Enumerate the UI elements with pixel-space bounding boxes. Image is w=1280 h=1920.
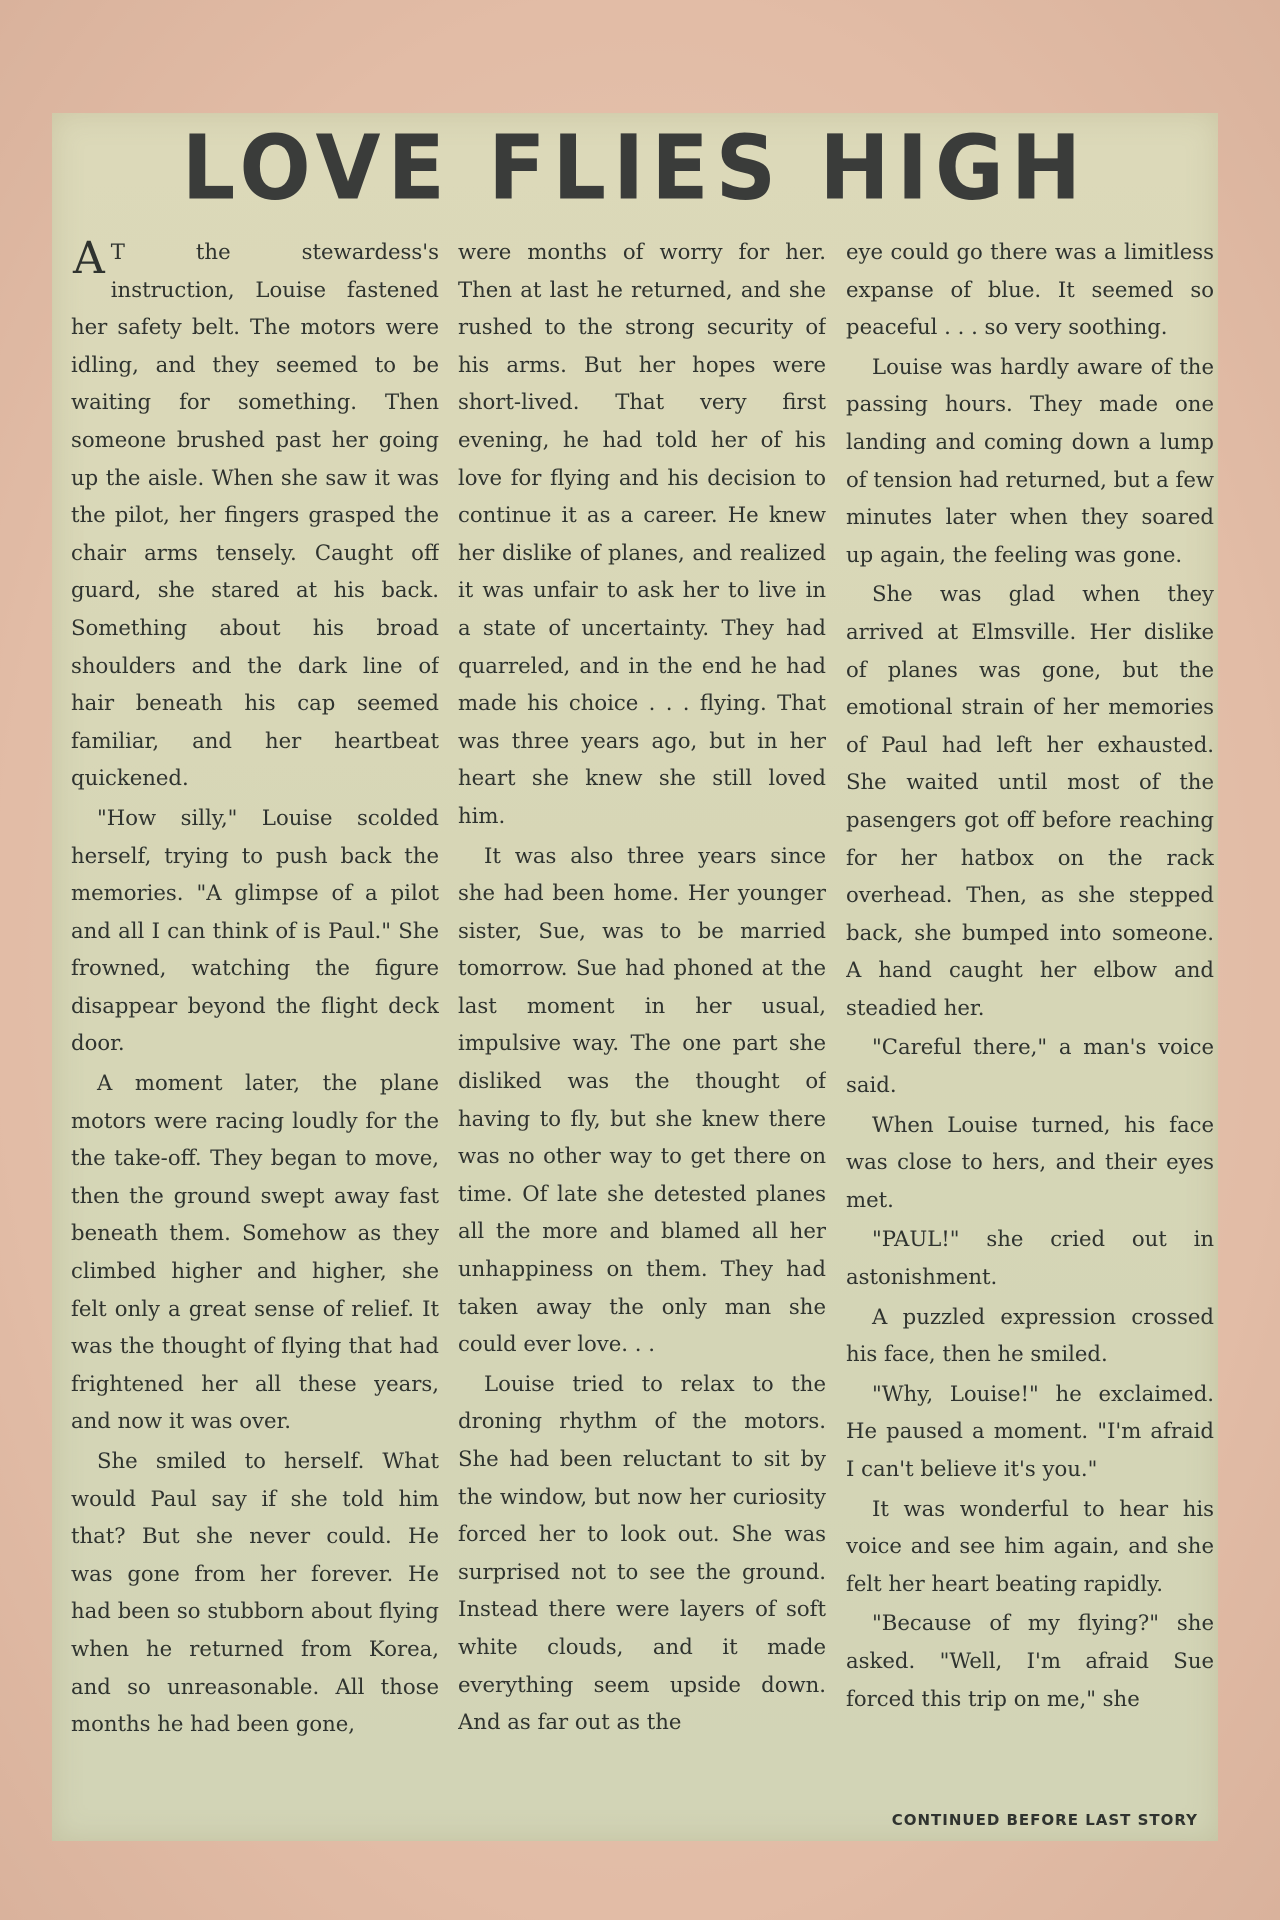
paragraph: "Careful there," a man's voice said. xyxy=(846,1034,1214,1098)
paragraph: were months of worry for her. Then at last he returned, and she rushed to the strong security of his arms. But her hopes were short-lived. That very first evening, he had told her of his love for flying and his decision to continue it as a career. He knew her dislike of planes, and realized it was unfair to ask her to live in a state of uncertainty. They had quarreled, and in the end he had made his choice . . . flying. That was three years ago, but in her heart she knew she still loved him. xyxy=(458,239,826,828)
paragraph: A puzzled expression crossed his face, then he smiled. xyxy=(846,1303,1214,1367)
paragraph: It was wonderful to hear his voice and see him again, and she felt her heart beating rapidly. xyxy=(846,1495,1214,1596)
story-title: LOVE FLIES HIGH xyxy=(181,116,1089,220)
paragraph: "Why, Louise!" he exclaimed. He paused a moment. "I'm afraid I can't believe it's you." xyxy=(846,1380,1214,1481)
column-3 xyxy=(846,233,1214,1813)
story-panel xyxy=(52,113,1218,1841)
paragraph: It was also three years since she had been home. Her younger sister, Sue, was to be married tomorrow. Sue had phoned at the last moment in her usual, impulsive way. The one part she disliked was the thought of having to fly, but she knew there was no other way to get there on time. Of late she detested planes all the more and blamed all her unhappiness on them. They had taken away the only man she could ever love. . . xyxy=(458,842,826,1357)
paragraph: "How silly," Louise scolded herself, trying to push back the memories. "A glimpse of a pilot and all I can think of is Paul." She frowned, watching the figure disappear beyond the flight deck door. xyxy=(71,804,439,1056)
paragraph: She smiled to herself. What would Paul say if she told him that? But she never could. He was gone from her forever. He had been so stubborn about flying when he returned from Korea, and so unreasonable. All those months he had been gone, xyxy=(71,1448,439,1737)
drop-cap: A xyxy=(73,233,105,284)
paragraph: Louise was hardly aware of the passing hours. They made one landing and coming down a lump of tension had returned, but a few minutes later when they soared up again, the feeling was gone. xyxy=(846,353,1214,567)
paragraph: She was glad when they arrived at Elmsville. Her dislike of planes was gone, but the emotional strain of her memories of Paul had left her exhausted. She waited until most of the pasengers got off before reaching for her hatbox on the rack overhead. Then, as she stepped back, she bumped into someone. A hand caught her elbow and steadied her. xyxy=(846,581,1214,1020)
paragraph: A moment later, the plane motors were racing loudly for the the take-off. They began to move, then the ground swept away fast beneath them. Somehow as they climbed higher and higher, she felt only a great sense of relief. It was the thought of flying that had frightened her all these years, and now it was over. xyxy=(71,1070,439,1434)
paragraph: eye could go there was a limitless expanse of blue. It seemed so peaceful . . . so very soothing. xyxy=(846,239,1214,340)
paragraph-text: T the stewardess's instruction, Louise fastened her safety belt. The motors were idling, and they seemed to be waiting for something. Then someone brushed past her going up the aisle. When she saw it was the pilot, her fingers grasped the chair arms tensely. Caught off guard, she stared at his back. Something about his broad shoulders and the dark line of hair beneath his cap seemed familiar, and her heartbeat quickened. xyxy=(71,239,439,791)
paragraph: Louise tried to relax to the droning rhythm of the motors. She had been reluctant to sit by the window, but now her curiosity forced her to look out. She was surprised not to see the ground. Instead there were layers of soft white clouds, and it made everything seem upside down. And as far out as the xyxy=(458,1370,826,1735)
paragraph xyxy=(71,233,439,797)
column-1 xyxy=(71,233,439,1813)
paragraph: "Because of my flying?" she asked. "Well, I'm afraid Sue forced this trip on me," she xyxy=(846,1610,1214,1711)
paragraph: When Louise turned, his face was close to hers, and their eyes met. xyxy=(846,1111,1214,1212)
column-2 xyxy=(458,233,826,1813)
continued-note: CONTINUED BEFORE LAST STORY xyxy=(891,1811,1198,1829)
paragraph: "PAUL!" she cried out in astonishment. xyxy=(846,1226,1214,1290)
